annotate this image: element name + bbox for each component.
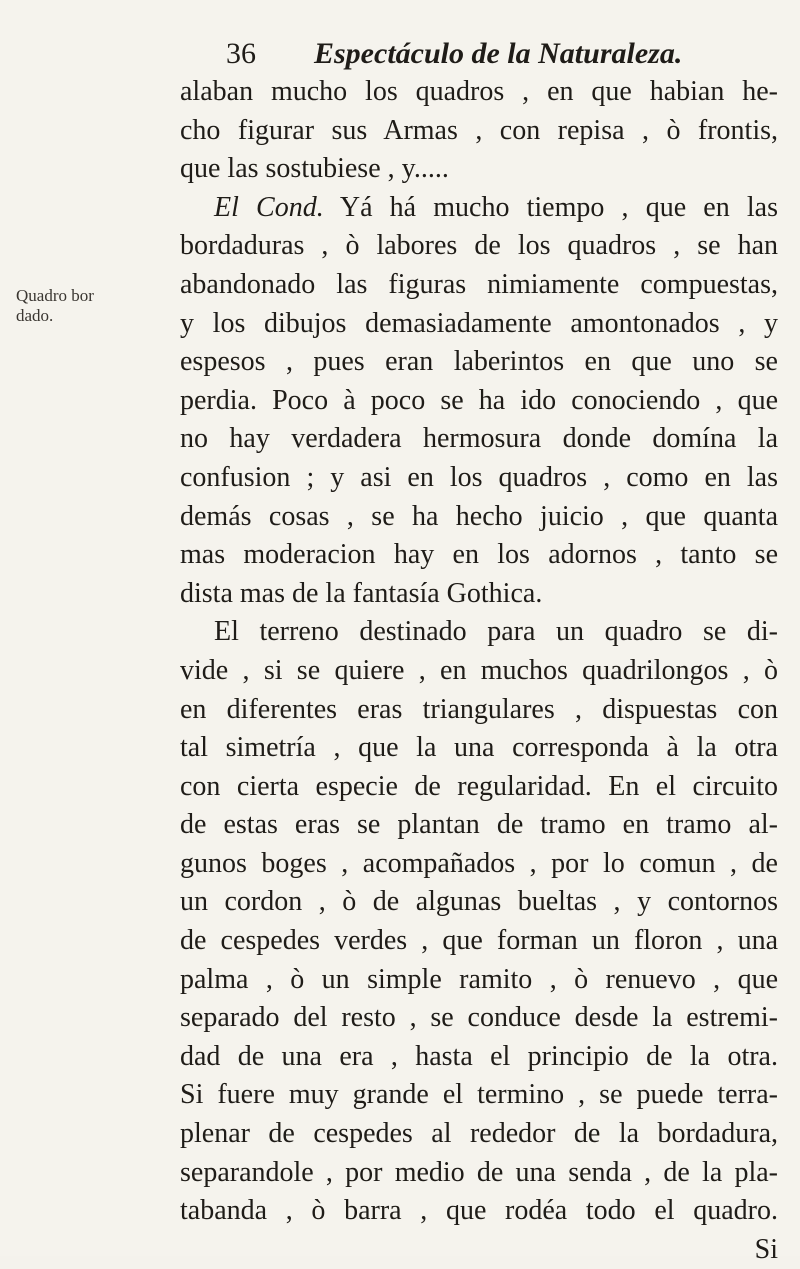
text-line: mas moderacion hay en los adornos , tanto se <box>180 539 778 571</box>
text-line: de cespedes verdes , que forman un floron , una <box>180 925 778 957</box>
text-line: gunos boges , acompañados , por lo comun , de <box>180 847 778 879</box>
text-line: bordaduras , ò labores de los quadros , se han <box>180 230 778 262</box>
text-line: Si fuere muy grande el termino , se puede terra- <box>180 1079 778 1111</box>
speaker-text: Yá há mucho tiempo , que en las <box>339 191 778 223</box>
text-line: que las sostubiese , y..... <box>180 153 449 185</box>
speaker-label: El Cond. <box>214 191 324 223</box>
running-head <box>226 34 746 74</box>
text-line: dad de una era , hasta el principio de la otra. <box>180 1040 778 1072</box>
text-line: palma , ò un simple ramito , ò renuevo , que <box>180 963 778 995</box>
text-line: perdia. Poco à poco se ha ido conociendo , que <box>180 384 778 416</box>
text-line: confusion ; y asi en los quadros , como en las <box>180 461 778 493</box>
text-line: de estas eras se plantan de tramo en tramo al- <box>180 809 778 841</box>
text-line: con cierta especie de regularidad. En el circuito <box>180 770 778 802</box>
text-line: en diferentes eras triangulares , dispuestas con <box>180 693 778 725</box>
page-number: 36 <box>226 37 256 70</box>
text-line: no hay verdadera hermosura donde domína la <box>180 423 778 455</box>
text-line: plenar de cespedes al rededor de la bordadura, <box>180 1118 778 1150</box>
text-line: espesos , pues eran laberintos en que uno se <box>180 346 778 378</box>
text-line: tal simetría , que la una corresponda à la otra <box>180 732 778 764</box>
text-line: tabanda , ò barra , que rodéa todo el quadro. <box>180 1195 778 1227</box>
text-line: separandole , por medio de una senda , de la pla- <box>180 1156 778 1188</box>
running-title: Espectáculo de la Naturaleza. <box>314 37 683 70</box>
margin-note: Quadro bor dado. <box>16 286 94 325</box>
text-line: separado del resto , se conduce desde la estremi- <box>180 1002 778 1034</box>
text-line: vide , si se quiere , en muchos quadrilongos , ò <box>180 654 778 686</box>
text-line: cho figurar sus Armas , con repisa , ò frontis, <box>180 114 778 146</box>
text-line: El terreno destinado para un quadro se di- <box>214 616 778 648</box>
text-line: abandonado las figuras nimiamente compuestas, <box>180 268 778 300</box>
text-line: y los dibujos demasiadamente amontonados , y <box>180 307 778 339</box>
text-line: demás cosas , se ha hecho juicio , que quanta <box>180 500 778 532</box>
catchword: Si <box>754 1233 778 1265</box>
text-line: un cordon , ò de algunas bueltas , y contornos <box>180 886 778 918</box>
text-line-speaker <box>180 189 778 228</box>
text-line: alaban mucho los quadros , en que habian he- <box>180 76 778 107</box>
body-text <box>180 73 778 1269</box>
text-line: dista mas de la fantasía Gothica. <box>180 577 543 609</box>
